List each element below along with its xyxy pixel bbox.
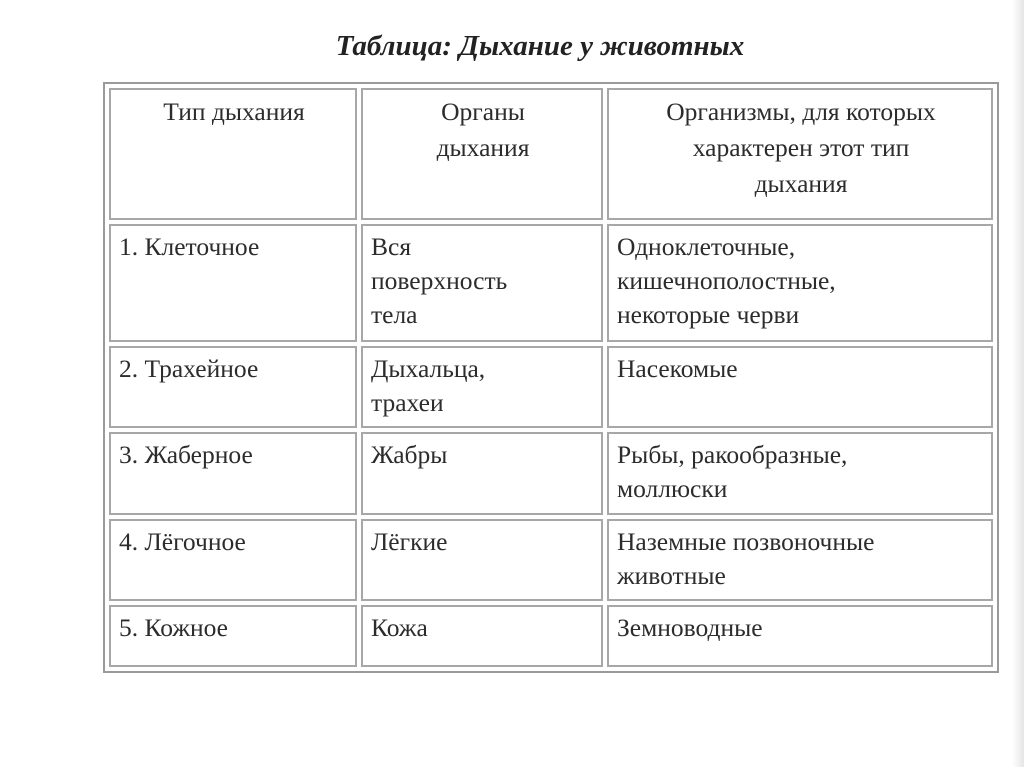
cell-line: тела bbox=[371, 300, 418, 329]
cell-line: трахеи bbox=[371, 388, 444, 417]
table-row bbox=[109, 224, 993, 342]
cell-organs bbox=[361, 605, 603, 667]
header-row bbox=[109, 88, 993, 220]
cell-line: Жабры bbox=[371, 440, 448, 469]
cell-line: Рыбы, ракообразные, bbox=[617, 440, 848, 469]
cell-line: Кожа bbox=[371, 613, 428, 642]
cell-type bbox=[109, 605, 357, 667]
cell-type bbox=[109, 224, 357, 342]
cell-line: моллюски bbox=[617, 474, 728, 503]
header-line: Органы bbox=[441, 97, 525, 126]
cell-line: поверхность bbox=[371, 266, 508, 295]
cell-type bbox=[109, 432, 357, 515]
table-row bbox=[109, 346, 993, 428]
cell-line: Дыхальца, bbox=[371, 354, 486, 383]
cell-line: Насекомые bbox=[617, 354, 738, 383]
cell-line: Земноводные bbox=[617, 613, 763, 642]
cell-organs bbox=[361, 519, 603, 601]
cell-type bbox=[109, 346, 357, 428]
table-row bbox=[109, 605, 993, 667]
cell-line: 4. Лёгочное bbox=[119, 527, 246, 556]
cell-organisms bbox=[607, 605, 993, 667]
header-line: дыхания bbox=[436, 133, 530, 162]
header-line: характерен этот тип bbox=[692, 133, 910, 162]
cell-line: Наземные позвоночные bbox=[617, 527, 875, 556]
cell-line: некоторые черви bbox=[617, 300, 800, 329]
slide-edge-shadow bbox=[1012, 0, 1024, 767]
cell-type bbox=[109, 519, 357, 601]
table-row bbox=[109, 519, 993, 601]
header-line: Тип дыхания bbox=[163, 97, 305, 126]
cell-line: кишечнополостные, bbox=[617, 266, 836, 295]
cell-line: Вся bbox=[371, 232, 412, 261]
table-row bbox=[109, 432, 993, 515]
cell-organisms bbox=[607, 346, 993, 428]
cell-organs bbox=[361, 346, 603, 428]
cell-line: 5. Кожное bbox=[119, 613, 228, 642]
header-line: Организмы, для которых bbox=[666, 97, 936, 126]
cell-line: 3. Жаберное bbox=[119, 440, 253, 469]
cell-line: Одноклеточные, bbox=[617, 232, 796, 261]
header-cell-organisms bbox=[607, 88, 993, 220]
cell-organs bbox=[361, 432, 603, 515]
cell-organisms bbox=[607, 519, 993, 601]
cell-line: животные bbox=[617, 561, 726, 590]
cell-line: Лёгкие bbox=[371, 527, 448, 556]
header-cell-type bbox=[109, 88, 357, 220]
cell-organisms bbox=[607, 224, 993, 342]
respiration-table bbox=[103, 82, 999, 673]
header-line: дыхания bbox=[754, 169, 848, 198]
cell-line: 2. Трахейное bbox=[119, 354, 259, 383]
cell-organs bbox=[361, 224, 603, 342]
cell-line: 1. Клеточное bbox=[119, 232, 260, 261]
table-title: Таблица: Дыхание у животных bbox=[335, 30, 745, 62]
cell-organisms bbox=[607, 432, 993, 515]
header-cell-organs bbox=[361, 88, 603, 220]
